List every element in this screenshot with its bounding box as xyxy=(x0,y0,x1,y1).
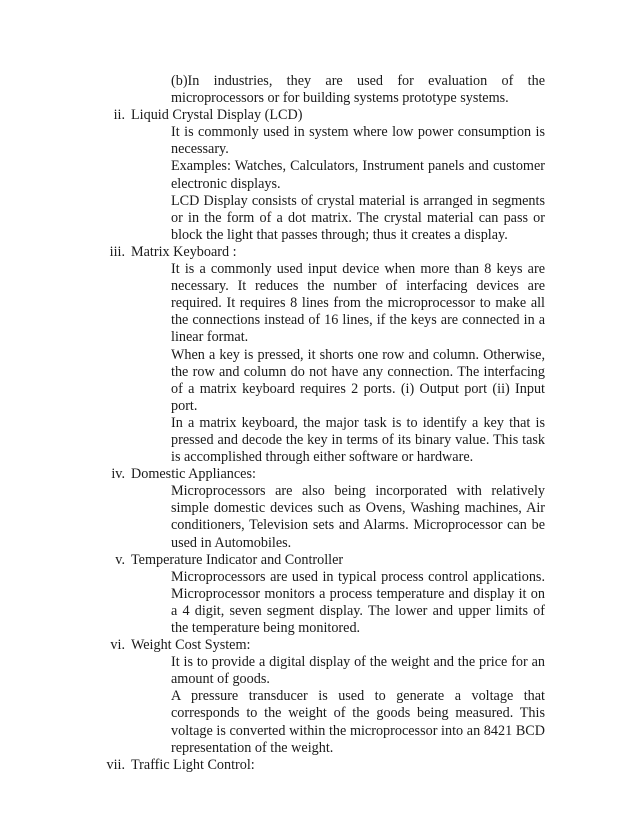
list-item-paragraph: Microprocessors are used in typical process control applications. Microprocessor monitors a process temperature and display it on a 4 digit, seven segment display. The lower and upper limits of the temperature being monitored. xyxy=(171,568,545,636)
list-item-title: Traffic Light Control: xyxy=(131,756,255,773)
list-item-title: Temperature Indicator and Controller xyxy=(131,551,344,568)
intro-section xyxy=(0,73,638,107)
list-item-domestic-appliances xyxy=(0,466,638,551)
list-item-number: iii. xyxy=(109,243,125,260)
list-item-heading xyxy=(0,244,638,261)
list-item-weight-cost-system xyxy=(0,637,638,757)
list-item-heading xyxy=(0,637,638,654)
list-item-number: vii. xyxy=(106,756,125,773)
list-item-paragraph: It is to provide a digital display of the weight and the price for an amount of goods. xyxy=(171,654,545,688)
list-item-temperature-indicator xyxy=(0,552,638,637)
list-item-number: iv. xyxy=(111,466,125,483)
list-item-paragraph: In a matrix keyboard, the major task is to identify a key that is pressed and decode the key in terms of its binary value. This task is accomplished through either software or hardware. xyxy=(171,414,545,466)
list-item-lcd xyxy=(0,107,638,244)
list-item-number: vi. xyxy=(110,637,125,654)
list-item-title: Matrix Keyboard : xyxy=(131,243,237,260)
document-body xyxy=(0,73,638,774)
list-item-paragraph: It is a commonly used input device when more than 8 keys are necessary. It reduces the number of interfacing devices are required. It requires 8 lines from the microprocessor to make all the connections instead of 16 lines, if the keys are connected in a linear format. xyxy=(171,261,545,346)
list-item-traffic-light-control xyxy=(0,757,638,774)
list-item-matrix-keyboard xyxy=(0,244,638,466)
list-item-heading xyxy=(0,757,638,774)
list-item-paragraph: LCD Display consists of crystal material is arranged in segments or in the form of a dot matrix. The crystal material can pass or block the light that passes through; thus it creates a display. xyxy=(171,192,545,243)
list-item-heading xyxy=(0,107,638,124)
list-item-paragraph: Examples: Watches, Calculators, Instrument panels and customer electronic displays. xyxy=(171,158,545,192)
intro-paragraph: (b)In industries, they are used for evaluation of the microprocessors or for building systems prototype systems. xyxy=(171,73,545,107)
list-item-paragraph: When a key is pressed, it shorts one row and column. Otherwise, the row and column do not have any connection. The interfacing of a matrix keyboard requires 2 ports. (i) Output port (ii) Input port. xyxy=(171,346,545,414)
list-item-title: Weight Cost System: xyxy=(131,637,251,654)
list-item-heading xyxy=(0,552,638,569)
list-item-title: Domestic Appliances: xyxy=(131,466,256,483)
list-item-paragraph: It is commonly used in system where low power consumption is necessary. xyxy=(171,124,545,158)
list-item-heading xyxy=(0,466,638,483)
list-item-title: Liquid Crystal Display (LCD) xyxy=(131,107,303,124)
list-item-paragraph: A pressure transducer is used to generate a voltage that corresponds to the weight of the goods being measured. This voltage is converted within the microprocessor into an 8421 BCD representation of the weight. xyxy=(171,688,545,756)
list-item-paragraph: Microprocessors are also being incorporated with relatively simple domestic devices such as Ovens, Washing machines, Air conditioners, Television sets and Alarms. Microprocessor can be used in Automobiles. xyxy=(171,483,545,551)
list-item-number: v. xyxy=(115,551,125,568)
list-item-number: ii. xyxy=(113,107,125,124)
